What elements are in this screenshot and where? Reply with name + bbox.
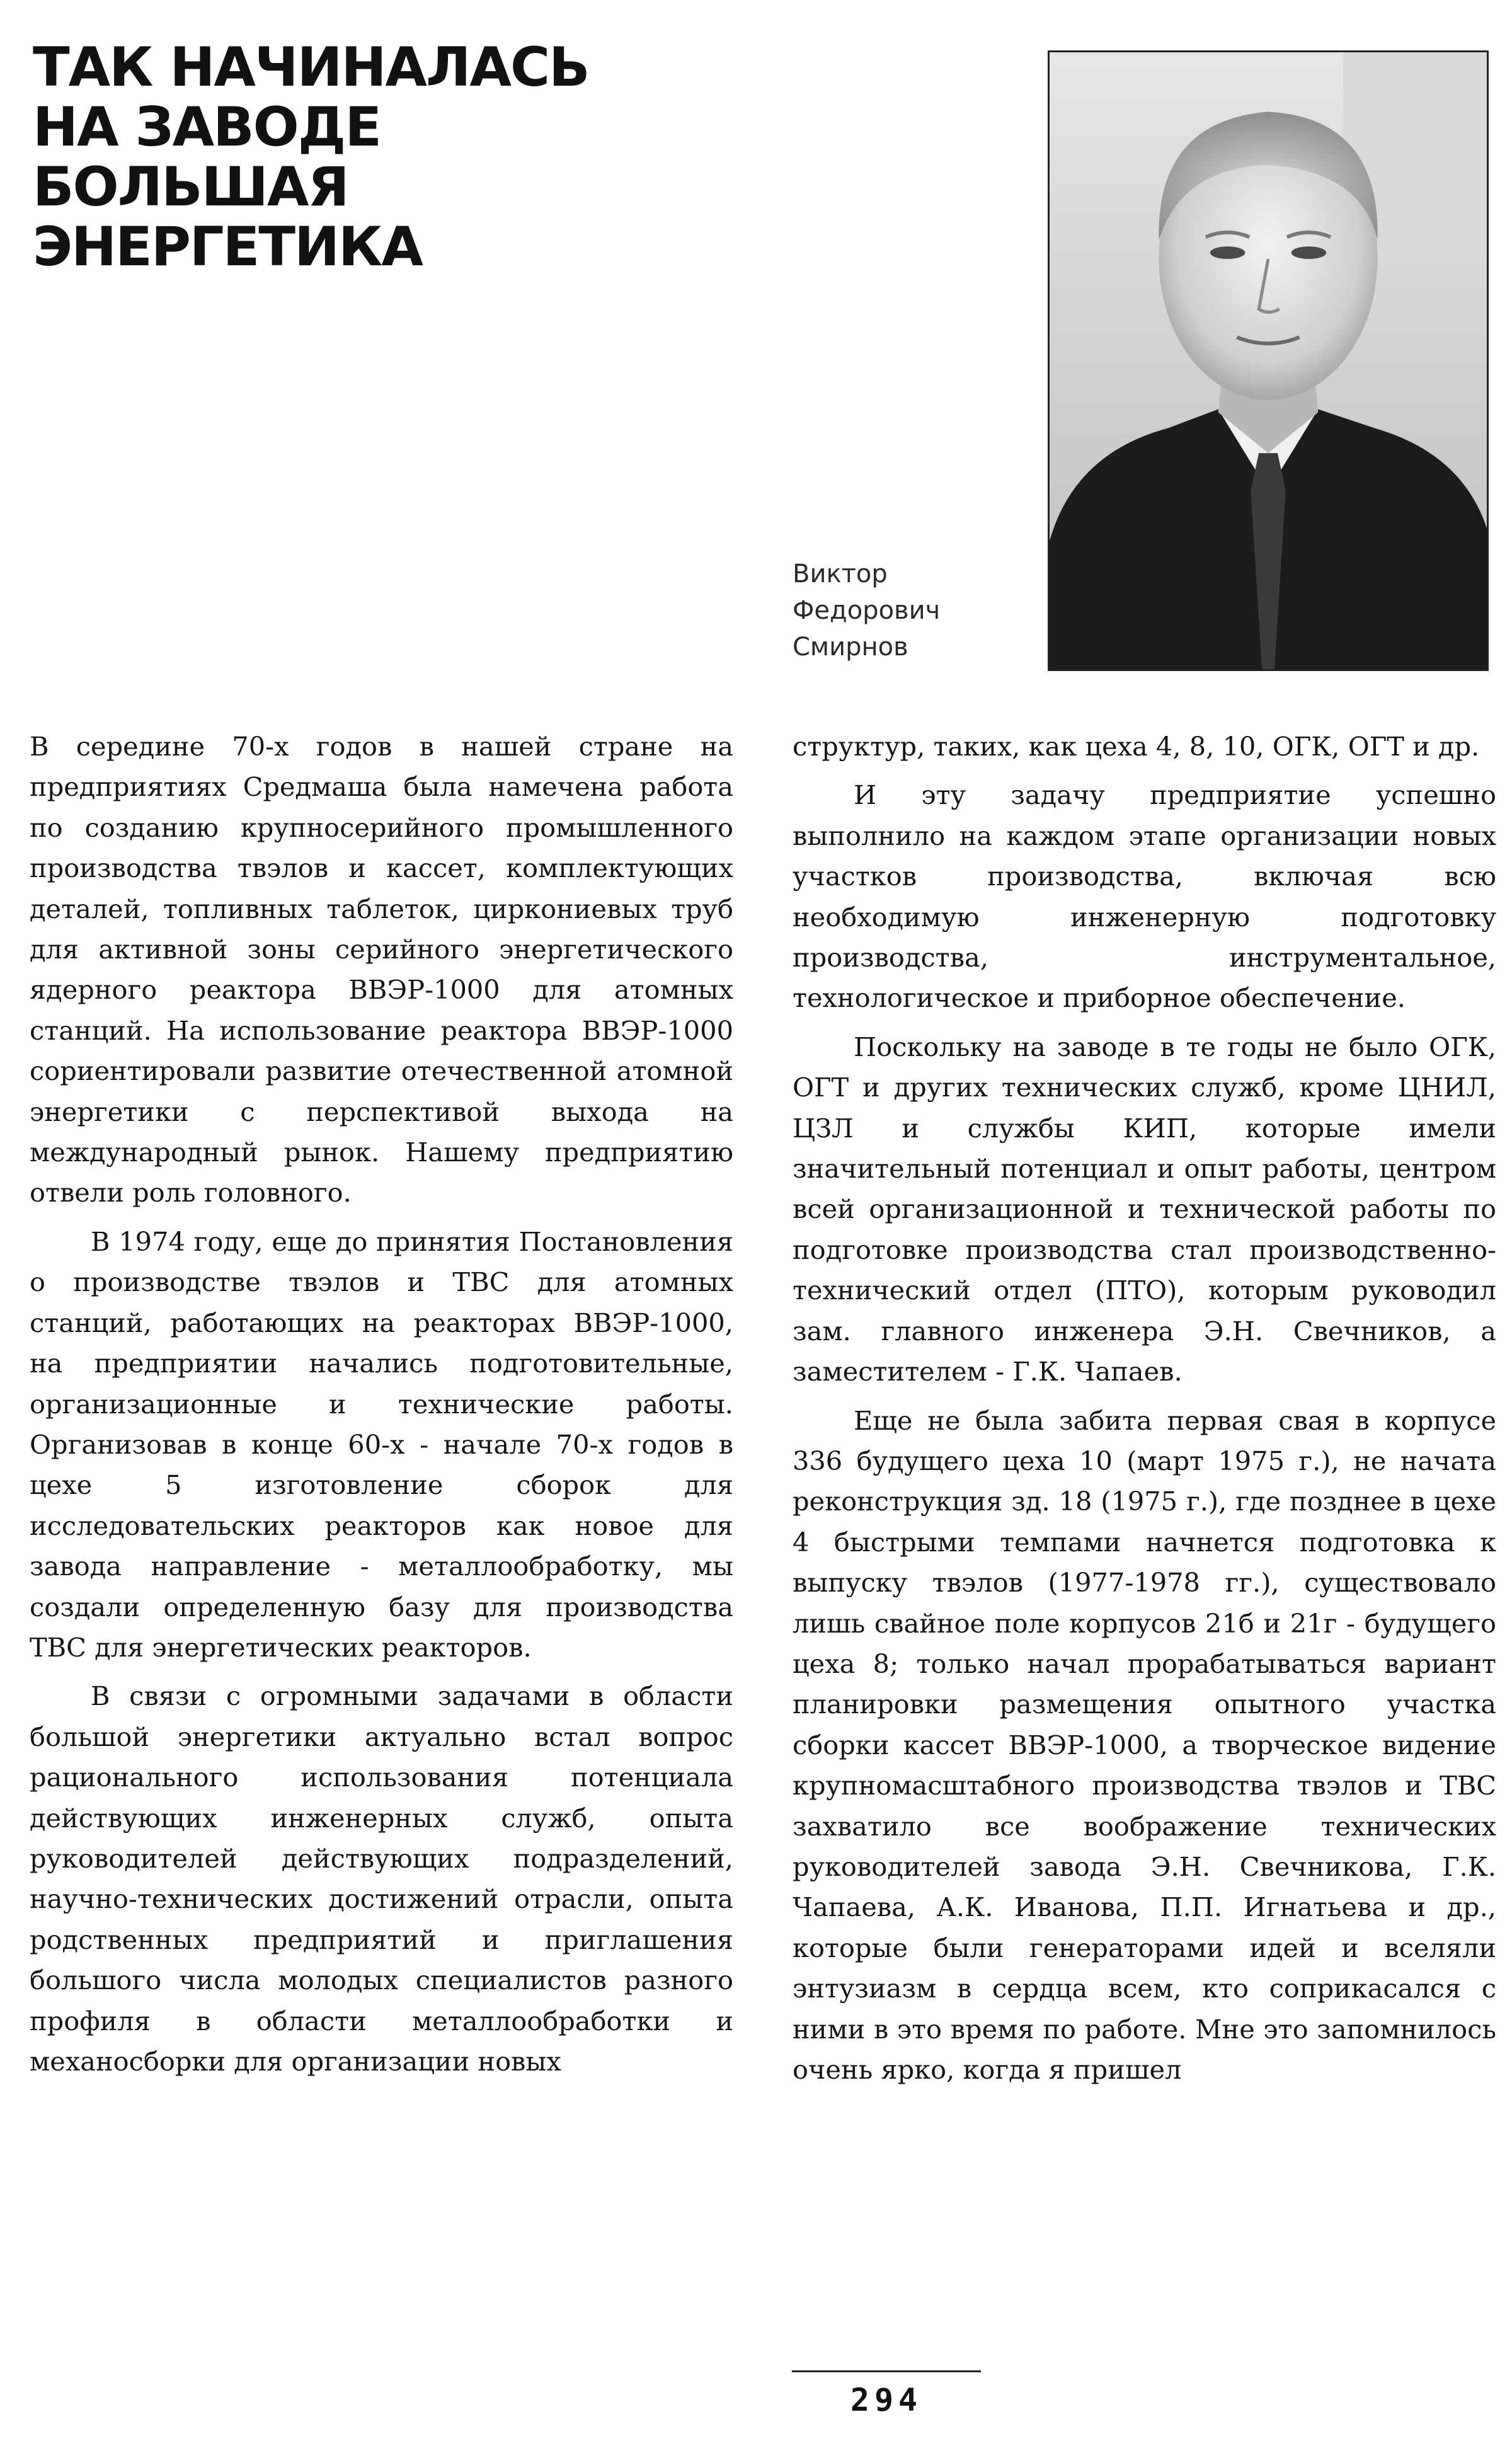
paragraph: И эту задачу предприятие успешно выполнило на каждом этапе организации новых участков производства, включая всю необходимую инженерную подготовку производства, инструментальное, технологическое и приборное обеспечение. — [793, 779, 1496, 1014]
paragraph: Поскольку на заводе в те годы не было ОГК, ОГТ и других технических служб, кроме ЦНИЛ, ЦЗЛ и службы КИП, которые имели значительный потенциал и опыт работы, центром всей организационной и технической работы по подготовке производства стал производственно-технический отдел (ПТО), которым руководил зам. главного инженера Э.Н. Свечников, а заместителем - Г.К. Чапаев. — [793, 1031, 1496, 1387]
author-portrait-photo — [1048, 50, 1489, 671]
title-line-1: ТАК НАЧИНАЛАСЬ — [33, 36, 589, 99]
paragraph: Еще не была забита первая свая в корпусе 336 будущего цеха 10 (март 1975 г.), не начата реконструкция зд. 18 (1975 г.), где позднее в цехе 4 быстрыми темпами начнется подготовка к выпуску твэлов (1977-1978 гг.), существовало лишь свайное поле корпусов 21б и 21г - будущего цеха 8; только начал прорабатываться вариант планировки размещения опытного участка сборки кассет ВВЭР-1000, а творческое видение крупномасштабного производства твэлов и ТВС захватило все воображение технических руководителей завода Э.Н. Свечникова, Г.К. Чапаева, А.К. Иванова, П.П. Игнатьева и др., которые были генераторами идей и вселяли энтузиазм в сердца всем, кто соприкасался с ними в это время по работе. Мне это запомнилось очень ярко, когда я пришел — [793, 1404, 1496, 2085]
title-line-4: ЭНЕРГЕТИКА — [33, 215, 422, 278]
title-line-2: НА ЗАВОДЕ — [33, 96, 381, 159]
article-title — [33, 38, 663, 277]
right-text-column — [793, 726, 1496, 2090]
title-line-3: БОЛЬШАЯ — [33, 156, 348, 219]
author-last-name: Смирнов — [793, 633, 908, 662]
paragraph: В середине 70-х годов в нашей стране на предприятиях Средмаша была намечена работа по созданию крупносерийного промышленного производства твэлов и кассет, комплектующих деталей, топливных таблеток, циркониевых труб для активной зоны серийного энергетического ядерного реактора ВВЭР-1000 для атомных станций. На использование реактора ВВЭР-1000 сориентировали развитие отечественной атомной энергетики с перспективой выхода на международный рынок. Нашему предприятию отвели роль головного. — [30, 731, 733, 1209]
author-patronymic: Федорович — [793, 596, 941, 625]
page-number: 294 — [850, 2382, 923, 2418]
footer-divider — [792, 2370, 981, 2372]
author-first-name: Виктор — [793, 560, 888, 589]
paragraph: В 1974 году, еще до принятия Постановления о производстве твэлов и ТВС для атомных станций, работающих на реакторах ВВЭР-1000, на предприятии начались подготовительные, организационные и технические работы. Организовав в конце 60-х - начале 70-х годов в цехе 5 изготовление сборок для исследовательских реакторов как новое для завода направление - металлообработку, мы создали определенную базу для производства ТВС для энергетических реакторов. — [30, 1226, 733, 1663]
paragraph: В связи с огромными задачами в области большой энергетики актуально встал вопрос рационального использования потенциала действующих инженерных служб, опыта руководителей действующих подразделений, научно-технических достижений отрасли, опыта родственных предприятий и приглашения большого числа молодых специалистов разного профиля в области металлообработки и механосборки для организации новых — [30, 1680, 733, 2077]
left-text-column — [30, 726, 733, 2082]
paragraph: структур, таких, как цеха 4, 8, 10, ОГК, ОГТ и др. — [793, 731, 1480, 762]
portrait-icon — [1050, 52, 1487, 669]
photo-caption — [793, 556, 1032, 665]
